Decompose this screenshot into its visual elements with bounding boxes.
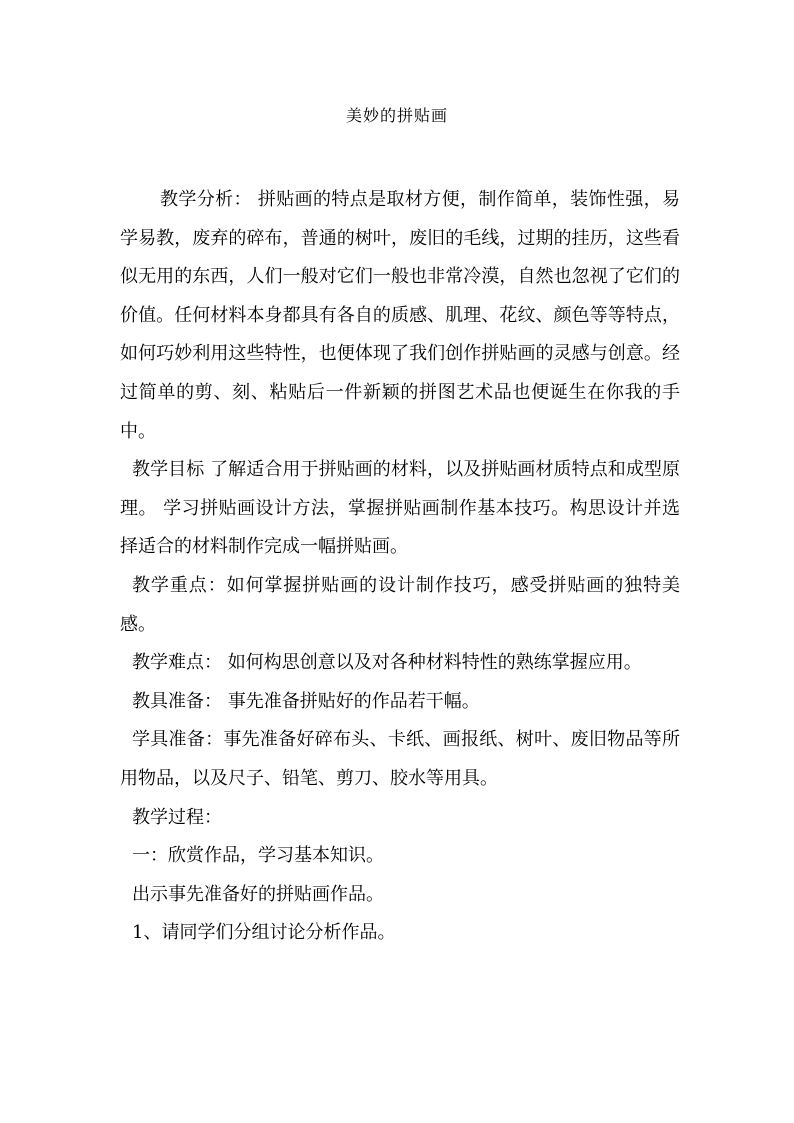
paragraph-student-materials: 学具准备：事先准备好碎布头、卡纸、画报纸、树叶、废旧物品等所用物品，以及尺子、铅笔、剪刀、胶水等用具。 [120,729,680,789]
paragraph-show-works: 出示事先准备好的拼贴画作品。 [132,883,384,905]
paragraph-teacher-materials: 教具准备： 事先准备拼贴好的作品若干幅。 [132,690,480,712]
paragraph-step-one: 一：欣赏作品，学习基本知识。 [132,845,384,867]
paragraph-teaching-process: 教学过程： [132,806,222,828]
paragraph-teaching-focus: 教学重点：如何掌握拼贴画的设计制作技巧，感受拼贴画的独特美感。 [120,574,680,635]
document-body [120,181,680,953]
document-title: 美妙的拼贴画 [345,106,448,125]
paragraph-teaching-difficulty: 教学难点： 如何构思创意以及对各种材料特性的熟练掌握应用。 [132,652,642,674]
paragraph-group-discussion: 1、请同学们分组讨论分析作品。 [132,922,396,944]
paragraph-teaching-analysis: 教学分析： 拼贴画的特点是取材方便，制作简单，装饰性强，易学易教，废弃的碎布，普通的树叶，废旧的毛线，过期的挂历，这些看似无用的东西，人们一般对它们一般也非常冷漠，自然也忽视了它们的价值。任何材料本身都具有各自的质感、肌理、花纹、颜色等等特点，如何巧妙利用这些特性，也便体现了我们创作拼贴画的灵感与创意。经过简单的剪、刻、粘贴后一件新颖的拼图艺术品也便诞生在你我的手中。 [120,189,680,442]
paragraph-teaching-goals: 教学目标 了解适合用于拼贴画的材料，以及拼贴画材质特点和成型原理。 学习拼贴画设计方法，掌握拼贴画制作基本技巧。构思设计并选择适合的材料制作完成一幅拼贴画。 [120,459,680,558]
